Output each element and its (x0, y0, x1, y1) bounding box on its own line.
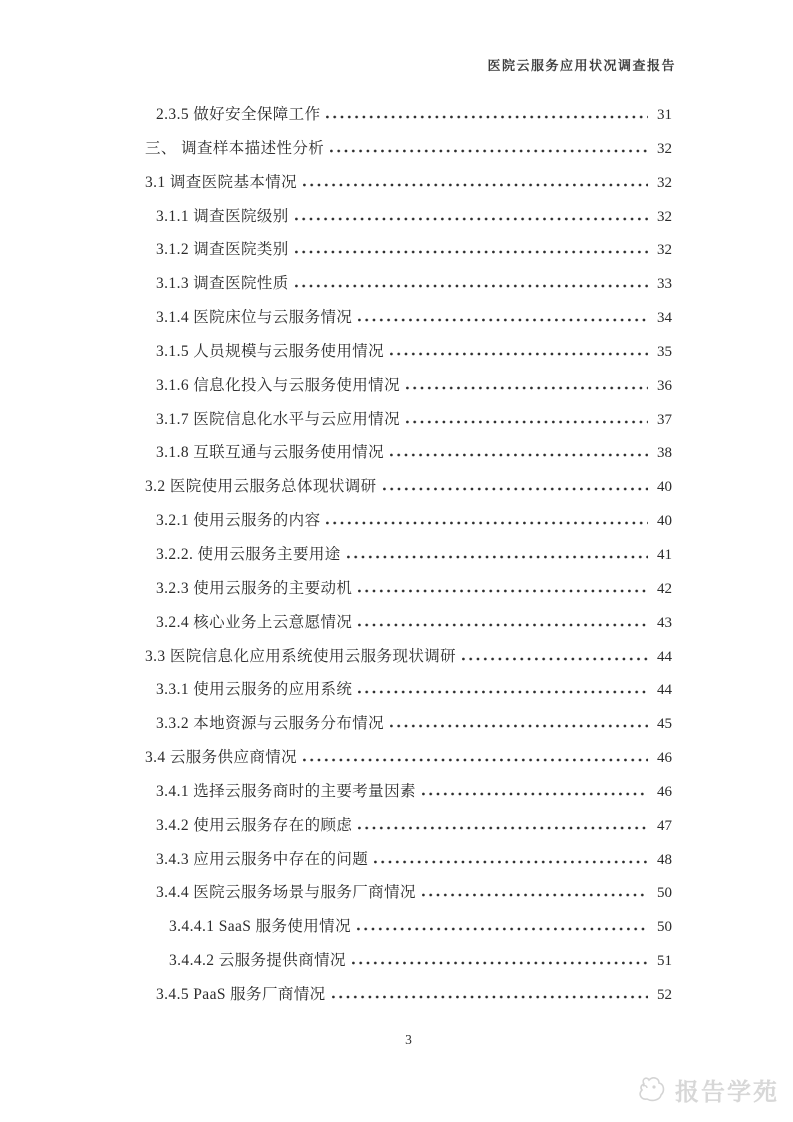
dot-leader (390, 724, 648, 728)
toc-entry-label: 3.4.4 医院云服务场景与服务厂商情况 (156, 884, 416, 902)
toc-entry-page-number: 31 (657, 107, 672, 123)
toc-entry-page-number: 44 (657, 682, 672, 699)
dot-leader (295, 250, 648, 254)
dot-leader (303, 758, 648, 762)
toc-entry-label: 3.4.2 使用云服务存在的顾虑 (156, 816, 353, 834)
toc-entry-label: 2.3.5 做好安全保障工作 (156, 106, 321, 123)
toc-entry-label: 3.1.1 调查医院级别 (156, 207, 289, 225)
toc-entry-page-number: 36 (657, 377, 672, 394)
toc-entry-page-number: 46 (657, 783, 672, 800)
toc-entry (145, 670, 672, 704)
toc-entry-page-number: 35 (657, 343, 672, 360)
toc-entry (145, 704, 672, 738)
footer-page-number: 3 (405, 1032, 412, 1047)
toc-entry-page-number: 41 (657, 546, 672, 563)
toc-entry (145, 569, 672, 603)
toc-entry (145, 941, 672, 975)
dot-leader (422, 893, 648, 897)
toc-entry (145, 806, 672, 840)
toc-entry (145, 197, 672, 231)
dot-leader (295, 217, 648, 221)
toc-entry-label: 3.2 医院使用云服务总体现状调研 (145, 478, 377, 496)
toc-entry-label: 3.1.7 医院信息化水平与云应用情况 (156, 410, 400, 428)
toc-entry-page-number: 32 (657, 242, 672, 259)
toc-entry (145, 501, 672, 535)
toc-entry-label: 3.1 调查医院基本情况 (145, 173, 298, 191)
toc-entry-label: 3.1.5 人员规模与云服务使用情况 (156, 342, 385, 360)
toc-entry (145, 467, 672, 501)
toc-entry-label: 3.1.4 医院床位与云服务情况 (156, 309, 353, 327)
toc-entry-page-number: 46 (657, 750, 672, 767)
dot-leader (326, 521, 648, 525)
toc-entry (145, 95, 672, 129)
toc-list (145, 95, 672, 1009)
dot-leader (332, 995, 648, 999)
toc-entry (145, 433, 672, 467)
toc-entry-page-number: 51 (657, 953, 672, 970)
toc-entry (145, 603, 672, 637)
toc-entry-label: 3.3.1 使用云服务的应用系统 (156, 681, 353, 699)
running-header-title: 医院云服务应用状况调查报告 (487, 58, 676, 73)
toc-entry-label: 三、 调查样本描述性分析 (145, 139, 325, 157)
dot-leader (358, 623, 648, 627)
toc-entry (145, 907, 672, 941)
toc-entry (145, 264, 672, 298)
toc-entry (145, 873, 672, 907)
toc-entry-page-number: 50 (657, 885, 672, 902)
toc-entry (145, 840, 672, 874)
dot-leader (358, 318, 648, 322)
dot-leader (330, 149, 648, 153)
toc-entry-page-number: 43 (657, 614, 672, 631)
toc-entry-page-number: 32 (657, 140, 672, 157)
toc-entry-page-number: 32 (657, 208, 672, 225)
dot-leader (422, 792, 648, 796)
toc-entry-page-number: 40 (657, 513, 672, 530)
dot-leader (406, 420, 648, 424)
dot-leader (352, 961, 648, 965)
toc-entry-page-number: 42 (657, 580, 672, 597)
toc-entry-label: 3.2.2. 使用云服务主要用途 (156, 545, 341, 563)
dot-leader (358, 826, 648, 830)
toc-entry-page-number: 33 (657, 276, 672, 293)
toc-entry (145, 163, 672, 197)
toc-entry (145, 772, 672, 806)
toc-entry-label: 3.4.4.1 SaaS 服务使用情况 (169, 918, 351, 936)
toc-entry-label: 3.4.1 选择云服务商时的主要考量因素 (156, 782, 416, 800)
dot-leader (390, 453, 648, 457)
baogao-xueyuan-logo-icon (634, 1074, 670, 1106)
dot-leader (358, 589, 648, 593)
toc-entry-page-number: 50 (657, 919, 672, 936)
toc-entry-label: 3.1.6 信息化投入与云服务使用情况 (156, 376, 400, 394)
dot-leader (383, 487, 648, 491)
toc-entry-label: 3.4.5 PaaS 服务厂商情况 (156, 985, 326, 1003)
toc-entry-label: 3.1.2 调查医院类别 (156, 241, 289, 259)
dot-leader (406, 386, 648, 390)
watermark (634, 1072, 779, 1107)
toc-entry-label: 3.3.2 本地资源与云服务分布情况 (156, 715, 385, 733)
toc-entry-page-number: 38 (657, 445, 672, 462)
toc-entry-label: 3.4 云服务供应商情况 (145, 749, 298, 767)
toc-entry (145, 400, 672, 434)
dot-leader (390, 352, 648, 356)
toc-entry (145, 738, 672, 772)
dot-leader (295, 284, 648, 288)
toc-entry-page-number: 37 (657, 411, 672, 428)
toc-entry-page-number: 47 (657, 817, 672, 834)
toc-entry-page-number: 34 (657, 310, 672, 327)
dot-leader (347, 555, 648, 559)
toc-entry-label: 3.2.1 使用云服务的内容 (156, 512, 321, 530)
toc-entry-page-number: 48 (657, 851, 672, 868)
toc-entry-page-number: 40 (657, 479, 672, 496)
toc-entry-label: 3.2.4 核心业务上云意愿情况 (156, 613, 353, 631)
toc-entry-label: 3.2.3 使用云服务的主要动机 (156, 579, 353, 597)
dot-leader (462, 657, 648, 661)
dot-leader (326, 115, 648, 119)
dot-leader (357, 927, 648, 931)
toc-entry-label: 3.4.4.2 云服务提供商情况 (169, 952, 346, 970)
toc-entry-label: 3.1.8 互联互通与云服务使用情况 (156, 444, 385, 462)
toc-entry-label: 3.4.3 应用云服务中存在的问题 (156, 850, 369, 868)
toc-entry (145, 535, 672, 569)
dot-leader (374, 860, 648, 864)
toc-entry (145, 230, 672, 264)
toc-entry-page-number: 45 (657, 716, 672, 733)
toc-entry (145, 366, 672, 400)
dot-leader (303, 183, 648, 187)
toc-entry-label: 3.1.3 调查医院性质 (156, 275, 289, 293)
toc-entry-label: 3.3 医院信息化应用系统使用云服务现状调研 (145, 647, 457, 665)
toc-entry (145, 298, 672, 332)
toc-entry-page-number: 52 (657, 986, 672, 1003)
toc-entry (145, 129, 672, 163)
dot-leader (358, 690, 648, 694)
toc-entry-page-number: 32 (657, 174, 672, 191)
toc-entry (145, 332, 672, 366)
toc-entry-page-number: 44 (657, 648, 672, 665)
watermark-text: 报告学苑 (675, 1079, 779, 1106)
toc-entry (145, 637, 672, 671)
toc-entry (145, 975, 672, 1009)
